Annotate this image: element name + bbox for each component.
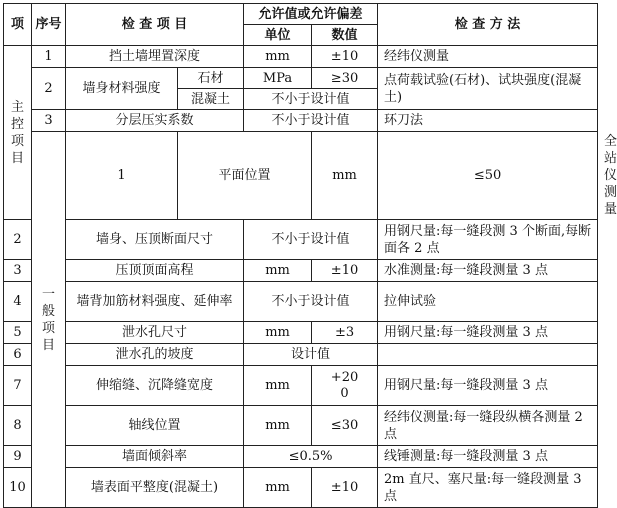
inspection-table: 项 序号 检 查 项 目 允许值或允许偏差 检 查 方 法 单位 数值 主控项目 1 挡土墙埋置深度 mm ±10 经纬仪测量 2 墙身材料强度 石材 MPa ≥30 点荷载试验(石材)、试块强度(混凝土) 混凝土 不小于设计值 3 分层压实系数 不小于设计值 环刀法 一般项目 1 平面位置 mm ≤50 全站仪测量 2 墙身、压顶断面尺寸 不小于设计值 用钢尺量:每一缝段测 3 个断面,每断面各 2 点 3 压顶顶面高程 mm ±10 水准测量:每一缝段测量 3 点 4 墙背加筋材料强度、延伸率 不小于设计值 拉伸试验 5 泄水孔尺寸 mm ±3 用钢尺量:每一缝段测量 3 点 6 泄水孔的坡度 设计值 7 伸缩缝、沉降缝宽度 mm +20 0 用钢尺量:每一缝段测量 3 点 8 轴线位置 mm ≤30 经纬仪测量:每一缝段纵横各测量 2 点 9 墙面倾斜率 ≤0.5% 线锤测量:每一缝段测量 3 点 10 墙表面平整度(混凝土) mm ±10 2m 直尺、塞尺量:每一缝段测量 3 点 [3, 3, 598, 508]
method-cell: 2m 直尺、塞尺量:每一缝段测量 3 点 [378, 468, 598, 508]
unit-cell: mm [244, 468, 312, 508]
sub-item-cell: 石材 [178, 68, 244, 89]
seq-cell: 3 [32, 110, 66, 132]
merged-value-cell: 不小于设计值 [244, 89, 378, 110]
item-cell: 泄水孔尺寸 [66, 322, 244, 344]
item-cell: 墙面倾斜率 [66, 446, 244, 468]
sub-item-cell: 混凝土 [178, 89, 244, 110]
method-cell: 经纬仪测量:每一缝段纵横各测量 2 点 [378, 406, 598, 446]
method-cell: 经纬仪测量 [378, 46, 598, 68]
item-cell: 轴线位置 [66, 406, 244, 446]
seq-cell: 5 [4, 322, 32, 344]
item-cell: 分层压实系数 [66, 110, 244, 132]
value-cell: ±10 [312, 468, 378, 508]
group-main-label: 主控项目 [10, 99, 24, 166]
seq-cell: 9 [4, 446, 32, 468]
unit-cell: mm [244, 46, 312, 68]
value-upper: +20 [330, 369, 359, 385]
merged-value-cell: 不小于设计值 [244, 282, 378, 322]
value-cell: ±10 [312, 260, 378, 282]
item-cell: 墙背加筋材料强度、延伸率 [66, 282, 244, 322]
method-cell [378, 344, 598, 366]
seq-cell: 10 [4, 468, 32, 508]
seq-cell: 4 [4, 282, 32, 322]
unit-cell: MPa [244, 68, 312, 89]
value-cell [312, 366, 378, 406]
header-seq: 序号 [32, 4, 66, 46]
header-inspect-item: 检 查 项 目 [66, 4, 244, 46]
method-cell: 用钢尺量:每一缝段测 3 个断面,每断面各 2 点 [378, 220, 598, 260]
header-allowance: 允许值或允许偏差 [244, 4, 378, 25]
group-main [4, 46, 32, 220]
unit-cell: mm [244, 366, 312, 406]
item-cell: 伸缩缝、沉降缝宽度 [66, 366, 244, 406]
method-cell: 点荷载试验(石材)、试块强度(混凝土) [378, 68, 598, 110]
item-cell: 墙身、压顶断面尺寸 [66, 220, 244, 260]
item-cell: 压顶顶面高程 [66, 260, 244, 282]
header-item: 项 [4, 4, 32, 46]
header-method: 检 查 方 法 [378, 4, 598, 46]
merged-value-cell: 设计值 [244, 344, 378, 366]
item-cell: 泄水孔的坡度 [66, 344, 244, 366]
value-cell: ≥30 [312, 68, 378, 89]
seq-cell: 2 [32, 68, 66, 110]
seq-cell: 8 [4, 406, 32, 446]
method-cell: 线锤测量:每一缝段测量 3 点 [378, 446, 598, 468]
unit-cell: mm [244, 406, 312, 446]
method-cell: 用钢尺量:每一缝段测量 3 点 [378, 366, 598, 406]
method-cell: 环刀法 [378, 110, 598, 132]
method-cell: 拉伸试验 [378, 282, 598, 322]
seq-cell: 7 [4, 366, 32, 406]
group-general-label: 一般项目 [41, 286, 55, 353]
seq-cell: 3 [4, 260, 32, 282]
value-cell: ≤50 [378, 132, 598, 220]
item-cell: 墙表面平整度(混凝土) [66, 468, 244, 508]
value-cell: ±10 [312, 46, 378, 68]
header-value: 数值 [312, 25, 378, 46]
item-cell: 挡土墙埋置深度 [66, 46, 244, 68]
value-lower: 0 [340, 385, 349, 401]
unit-cell: mm [244, 322, 312, 344]
seq-cell: 6 [4, 344, 32, 366]
merged-value-cell: ≤0.5% [244, 446, 378, 468]
merged-value-cell: 不小于设计值 [244, 220, 378, 260]
seq-cell: 1 [32, 46, 66, 68]
item-cell: 墙身材料强度 [66, 68, 178, 110]
value-cell: ±3 [312, 322, 378, 344]
method-cell: 水准测量:每一缝段测量 3 点 [378, 260, 598, 282]
merged-value-cell: 不小于设计值 [244, 110, 378, 132]
method-cell: 用钢尺量:每一缝段测量 3 点 [378, 322, 598, 344]
unit-cell: mm [312, 132, 378, 220]
unit-cell: mm [244, 260, 312, 282]
item-cell: 平面位置 [178, 132, 312, 220]
group-general [32, 132, 66, 508]
seq-cell: 2 [4, 220, 32, 260]
header-unit: 单位 [244, 25, 312, 46]
seq-cell: 1 [66, 132, 178, 220]
value-cell: ≤30 [312, 406, 378, 446]
